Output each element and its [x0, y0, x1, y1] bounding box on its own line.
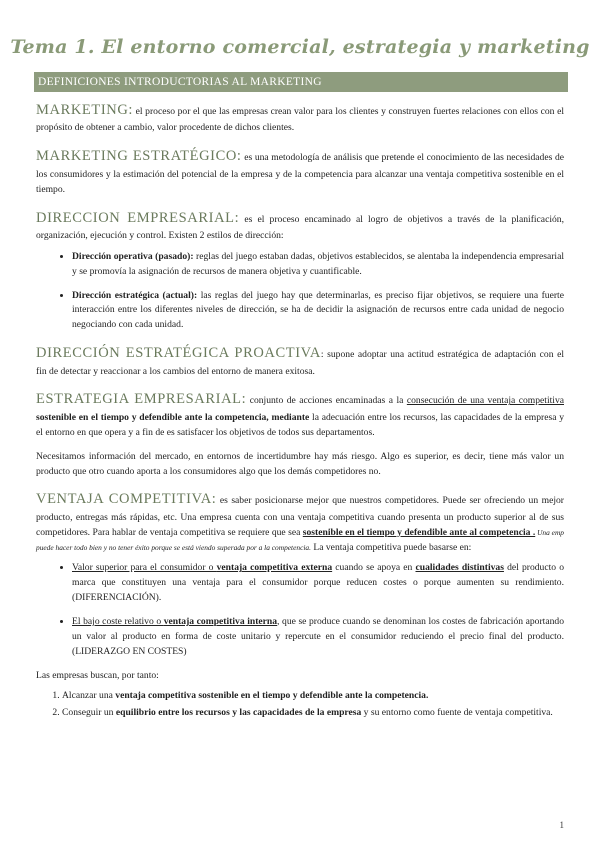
paragraph-informacion-mercado: Necesitamos información del mercado, en entornos de incertidumbre hay más riesgo. Algo es superior, es decir, tiene más valor un producto que otro cuando aporta a los consumidores algo que los demás competidores no.: [36, 450, 564, 477]
section-header: DEFINICIONES INTRODUCTORIAS AL MARKETING: [34, 72, 568, 92]
list-item-text: cuando se apoya en: [332, 562, 416, 574]
definition-text: el proceso por el que las empresas crean valor para los clientes y construyen fuertes relaciones con ellos con el propósito de obtener a cambio, valor procedente de dichos clientes.: [36, 106, 564, 134]
paragraph-marketing-estrategico: [36, 145, 564, 197]
term-estrategia-empresarial: ESTRATEGIA EMPRESARIAL:: [36, 391, 247, 408]
list-item: [62, 689, 564, 704]
paragraph-buscan-intro: Las empresas buscan, por tanto:: [36, 669, 159, 681]
bold-text: sostenible en el tiempo y defendible ante la competencia, mediante: [36, 411, 310, 423]
underlined-text: Valor superior para el consumidor o: [72, 562, 217, 574]
buscan-list: [36, 689, 564, 721]
list-item-bold: Dirección estratégica (actual):: [72, 289, 198, 301]
list-item-bold: Dirección operativa (pasado):: [72, 250, 194, 262]
ventaja-bases-list: [36, 561, 564, 659]
direction-styles-list: [36, 250, 564, 333]
page-title: Tema 1. El entorno comercial, estrategia y marketing: [10, 36, 590, 58]
term-direccion-empresarial: DIRECCION EMPRESARIAL:: [36, 209, 240, 226]
list-item-text: las reglas del juego hay que determinarlas, es preciso fijar objetivos, se requiere una fuerte interacción entre los diferentes niveles de dirección, se ha de decidir la asignación de recursos entre cada unidad de negocio negociando con cada unidad.: [72, 289, 564, 331]
paragraph-direccion-proactiva: [36, 342, 564, 379]
list-item-text: Alcanzar una: [62, 690, 116, 702]
list-item-text: , que se produce cuando se denominan los costes de fabricación aportando un valor al producto en forma de coste unitario y repercute en el consumidor reduciendo el precio final del producto. (LIDERAZGO EN COSTES): [72, 616, 564, 657]
list-item: [72, 250, 564, 280]
list-item-text: y su entorno como fuente de ventaja competitiva.: [361, 707, 553, 719]
list-item: [72, 561, 564, 606]
definition-text: es una metodología de análisis que pretende el conocimiento de las necesidades de los consumidores y la estimación del potencial de la empresa y de la competencia para alcanzar una ventaja competitiva sostenible en el tiempo.: [36, 152, 564, 195]
definition-text: es el proceso encaminado al logro de objetivos a través de la planificación, organización, ejecución y control. Existen 2 estilos de dirección:: [36, 213, 564, 241]
bold-underlined-text: ventaja competitiva externa: [216, 562, 333, 574]
list-item-bold: equilibrio entre los recursos y las capacidades de la empresa: [115, 707, 362, 719]
page-number: 1: [559, 820, 564, 830]
document-body: [36, 99, 564, 725]
list-item: [62, 706, 564, 721]
list-item: [72, 289, 564, 334]
italic-note: Una emp puede hacer todo bien y no tener éxito porque se está viendo superada por a la competencia.: [36, 527, 564, 552]
term-marketing: MARKETING:: [36, 102, 134, 118]
definition-text: conjunto de acciones encaminadas a la: [246, 395, 407, 407]
definition-text: : supone adoptar una actitud estratégica de adaptación con el fin de detectar y reaccionar a los cambios del entorno de manera exitosa.: [36, 349, 564, 377]
underlined-text: El bajo coste relativo o: [72, 616, 164, 627]
paragraph-direccion-empresarial: [36, 207, 564, 244]
list-item: [72, 615, 564, 660]
underlined-text: consecución de una ventaja competitiva: [406, 395, 564, 407]
definition-text: es saber posicionarse mejor que nuestros competidores. Puede ser ofreciendo un mejor producto, entregas más rápidas, etc. Una empresa cuenta con una ventaja competitiva cuando presenta un producto superior al de sus competidores. Para hablar de ventaja competitiva se requiere que sea: [36, 495, 564, 538]
definition-text: la adecuación entre los recursos, las capacidades de la empresa y el entorno en que opera y a fin de es satisfacer los objetivos de todos sus departamentos.: [36, 411, 564, 438]
list-item-text: del producto o marca que constituyen una ventaja para el consumidor porque reducen costes o porque aumenten su rendimiento. (DIFERENCIACIÓN).: [72, 562, 564, 604]
list-item-text: Conseguir un: [62, 707, 116, 719]
bold-underlined-text: ventaja competitiva interna: [163, 616, 278, 627]
definition-text: La ventaja competitiva puede basarse en:: [310, 541, 472, 553]
term-direccion-proactiva: DIRECCIÓN ESTRATÉGICA PROACTIVA: [36, 345, 321, 362]
term-ventaja-competitiva: VENTAJA COMPETITIVA:: [36, 491, 217, 508]
bold-underlined-text: sostenible en el tiempo y defendible ante al competencia .: [302, 526, 536, 538]
list-item-bold: ventaja competitiva sostenible en el tiempo y defendible ante la competencia.: [115, 690, 429, 702]
bold-underlined-text: cualidades distintivas: [415, 562, 504, 574]
term-marketing-estrategico: MARKETING ESTRATÉGICO:: [36, 148, 242, 165]
paragraph-estrategia-empresarial: [36, 388, 564, 440]
list-item-text: reglas del juego estaban dadas, objetivos establecidos, se alentaba la independencia empresarial y se promovía la asignación de recursos de manera objetiva y cuantificable.: [72, 250, 565, 277]
paragraph-marketing: [36, 99, 564, 136]
paragraph-ventaja-competitiva: [36, 488, 564, 555]
